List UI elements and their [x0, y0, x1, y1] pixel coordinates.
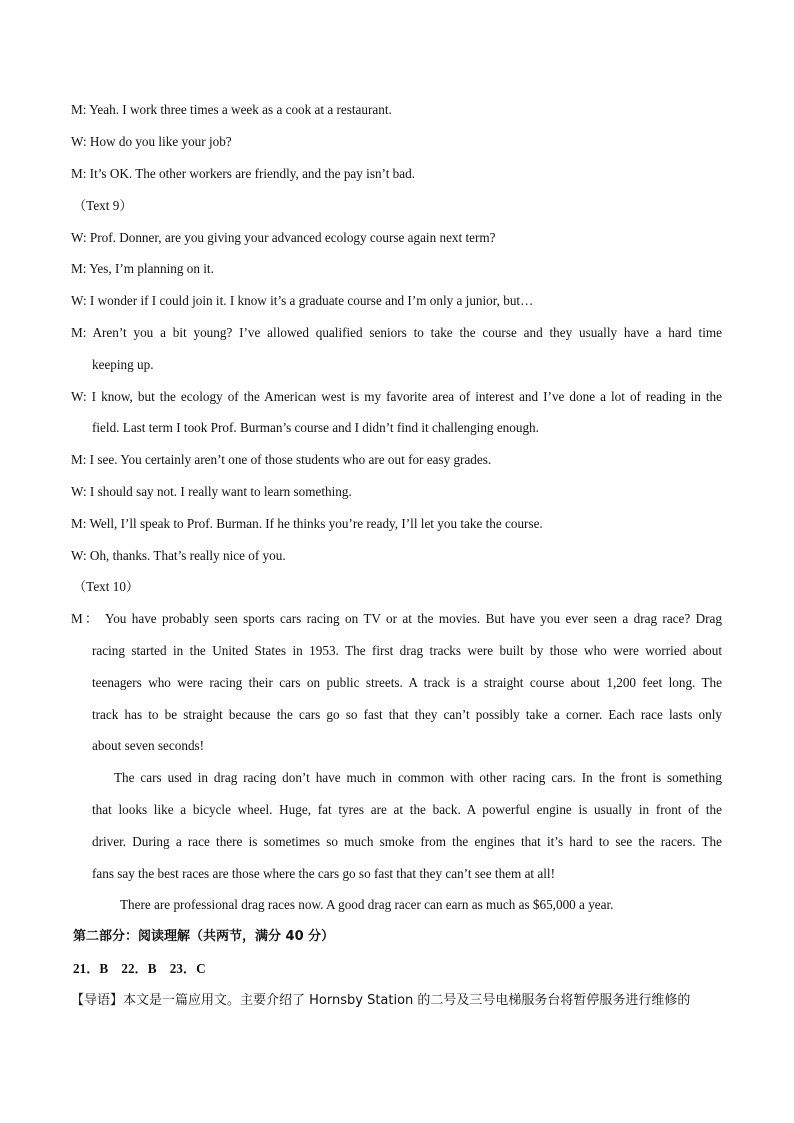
dialogue-line: W: I know, but the ecology of the American west is my favorite area of interest and I’ve done a lot of reading in the	[71, 389, 722, 404]
monologue-line: The cars used in drag racing don’t have much in common with other racing cars. In the front is something	[114, 770, 722, 785]
monologue-line: about seven seconds!	[92, 738, 205, 753]
dialogue-line: M: Aren’t you a bit young? I’ve allowed qualified seniors to take the course and they usually have a hard time	[71, 325, 722, 340]
monologue-line: track has to be straight because the cars go so fast that they can’t possibly take a corner. Each race lasts only	[92, 707, 722, 722]
dialogue-line: M: Well, I’ll speak to Prof. Burman. If he thinks you’re ready, I’ll let you take the course.	[71, 516, 543, 531]
dialogue-line: M: Yeah. I work three times a week as a cook at a restaurant.	[71, 102, 392, 117]
dialogue-line: M: I see. You certainly aren’t one of those students who are out for easy grades.	[71, 452, 492, 467]
monologue-line: driver. During a race there is sometimes so much smoke from the engines that it’s hard to see the racers. The	[92, 834, 722, 849]
monologue-line: teenagers who were racing their cars on public streets. A track is a straight course about 1,200 feet long. The	[92, 675, 722, 690]
monologue-line: There are professional drag races now. A good drag racer can earn as much as $65,000 a year.	[120, 897, 614, 912]
dialogue-line: W: I wonder if I could join it. I know it’s a graduate course and I’m only a junior, but…	[71, 293, 534, 308]
dialogue-line: M: Yes, I’m planning on it.	[71, 261, 214, 276]
monologue-line: fans say the best races are those where the cars go so fast that they can’t see them at all!	[92, 866, 555, 881]
monologue-line: M： You have probably seen sports cars racing on TV or at the movies. But have you ever seen a drag race? Drag	[71, 611, 722, 626]
dialogue-line: W: How do you like your job?	[71, 134, 232, 149]
monologue-line: that looks like a bicycle wheel. Huge, fat tyres are at the back. A powerful engine is usually in front of the	[92, 802, 722, 817]
section-label: （Text 10）	[73, 579, 140, 594]
guide-text: 【导语】本文是一篇应用文。主要介绍了 Hornsby Station 的二号及三号电梯服务台将暂停服务进行维修的	[71, 993, 691, 1008]
dialogue-line: W: I should say not. I really want to learn something.	[71, 484, 352, 499]
dialogue-line: M: It’s OK. The other workers are friendly, and the pay isn’t bad.	[71, 166, 416, 181]
part-heading: 第二部分：阅读理解（共两节，满分 40 分）	[73, 929, 335, 944]
monologue-line: racing started in the United States in 1953. The first drag tracks were built by those who were worried about	[92, 643, 722, 658]
section-label: （Text 9）	[73, 198, 133, 213]
dialogue-line-continuation: field. Last term I took Prof. Burman’s course and I didn’t find it challenging enough.	[92, 420, 539, 435]
dialogue-line: W: Prof. Donner, are you giving your advanced ecology course again next term?	[71, 230, 496, 245]
answer-key: 21．B 22．B 23．C	[73, 961, 206, 976]
dialogue-line: W: Oh, thanks. That’s really nice of you.	[71, 548, 286, 563]
dialogue-line-continuation: keeping up.	[92, 357, 154, 372]
